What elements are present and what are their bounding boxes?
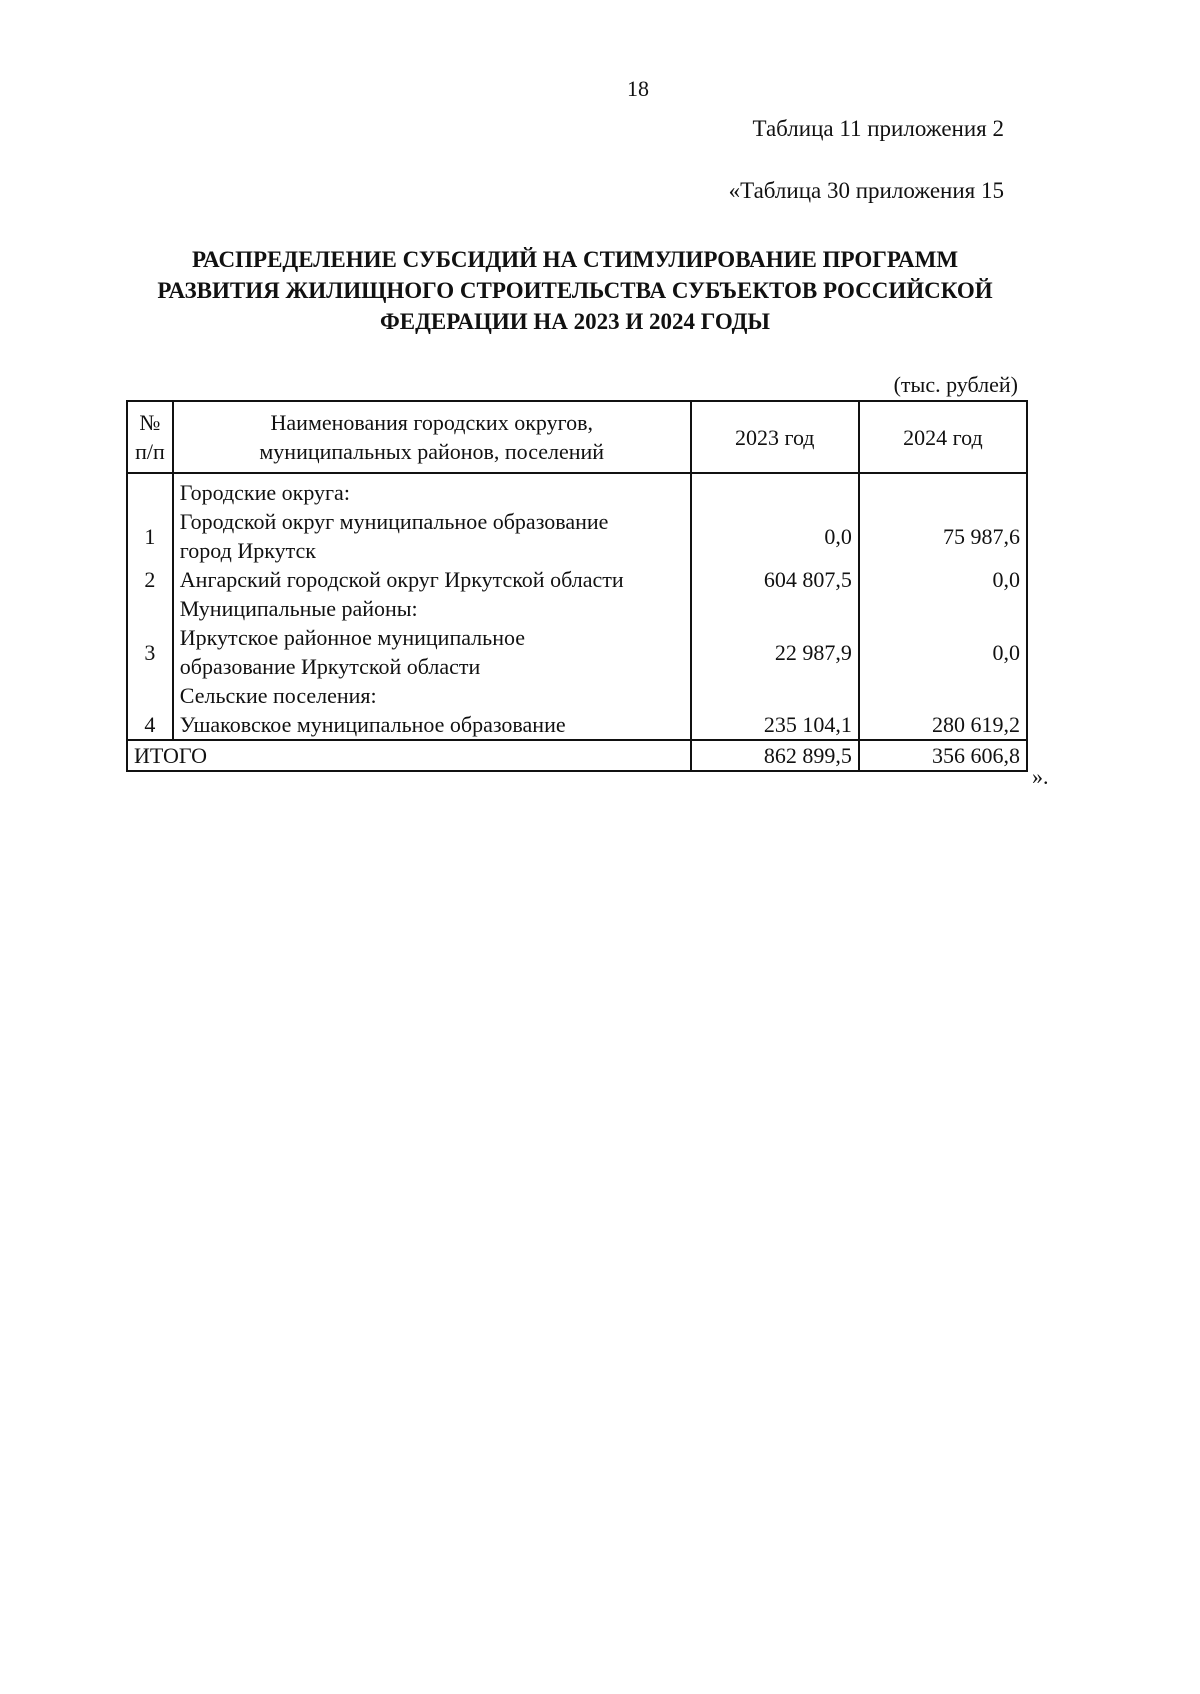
- header-number-line: п/п: [135, 439, 165, 464]
- document-title: [110, 244, 1040, 337]
- row-name-line: Городской округ муниципальное образование: [179, 509, 609, 534]
- title-line: РАЗВИТИЯ ЖИЛИЩНОГО СТРОИТЕЛЬСТВА СУБЪЕКТОВ РОССИЙСКОЙ: [157, 278, 993, 303]
- subsidy-table: [126, 400, 1028, 772]
- header-year-2024: 2024 год: [859, 401, 1027, 473]
- row-number: 1: [127, 507, 173, 565]
- header-name-line: Наименования городских округов,: [270, 410, 593, 435]
- title-line: РАСПРЕДЕЛЕНИЕ СУБСИДИЙ НА СТИМУЛИРОВАНИЕ ПРОГРАММ: [191, 247, 959, 272]
- group-row: [127, 681, 1027, 710]
- units-note: (тыс. рублей): [893, 372, 1018, 397]
- value-2024: 280 619,2: [859, 710, 1027, 740]
- header-name-line: муниципальных районов, поселений: [259, 439, 605, 464]
- value-2023: 22 987,9: [691, 623, 859, 681]
- value-2023: 0,0: [691, 507, 859, 565]
- title-line: ФЕДЕРАЦИИ НА 2023 И 2024 ГОДЫ: [379, 309, 770, 334]
- row-name-line: Иркутское районное муниципальное: [179, 625, 525, 650]
- value-2024: 75 987,6: [859, 507, 1027, 565]
- header-number-line: №: [139, 410, 161, 435]
- value-2024: 0,0: [859, 623, 1027, 681]
- total-row: [127, 740, 1027, 771]
- row-number: 4: [127, 710, 173, 740]
- header-year-2023: 2023 год: [691, 401, 859, 473]
- row-name: Ангарский городской округ Иркутской области: [173, 565, 691, 594]
- value-2023: 604 807,5: [691, 565, 859, 594]
- table-reference: «Таблица 30 приложения 15: [728, 178, 1004, 203]
- table-row: [127, 710, 1027, 740]
- table-row: [127, 565, 1027, 594]
- group-row: [127, 594, 1027, 623]
- value-2023: 235 104,1: [691, 710, 859, 740]
- total-2024: 356 606,8: [859, 740, 1027, 771]
- row-name-line: образование Иркутской области: [179, 654, 481, 679]
- group-label: Сельские поселения:: [173, 681, 691, 710]
- row-number: 3: [127, 623, 173, 681]
- total-2023: 862 899,5: [691, 740, 859, 771]
- table-row: [127, 507, 1027, 565]
- row-name: [173, 623, 691, 681]
- total-label: ИТОГО: [127, 740, 691, 771]
- row-name: Ушаковское муниципальное образование: [173, 710, 691, 740]
- group-label: Муниципальные районы:: [173, 594, 691, 623]
- value-2024: 0,0: [859, 565, 1027, 594]
- row-name: [173, 507, 691, 565]
- closing-quote: ».: [1032, 764, 1049, 789]
- header-name: [173, 401, 691, 473]
- annex-reference: Таблица 11 приложения 2: [752, 116, 1004, 141]
- header-number: [127, 401, 173, 473]
- group-row: [127, 473, 1027, 507]
- row-number: 2: [127, 565, 173, 594]
- group-label: Городские округа:: [173, 473, 691, 507]
- row-name-line: город Иркутск: [179, 538, 316, 563]
- table-header-row: [127, 401, 1027, 473]
- page-number: 18: [627, 76, 649, 101]
- table-row: [127, 623, 1027, 681]
